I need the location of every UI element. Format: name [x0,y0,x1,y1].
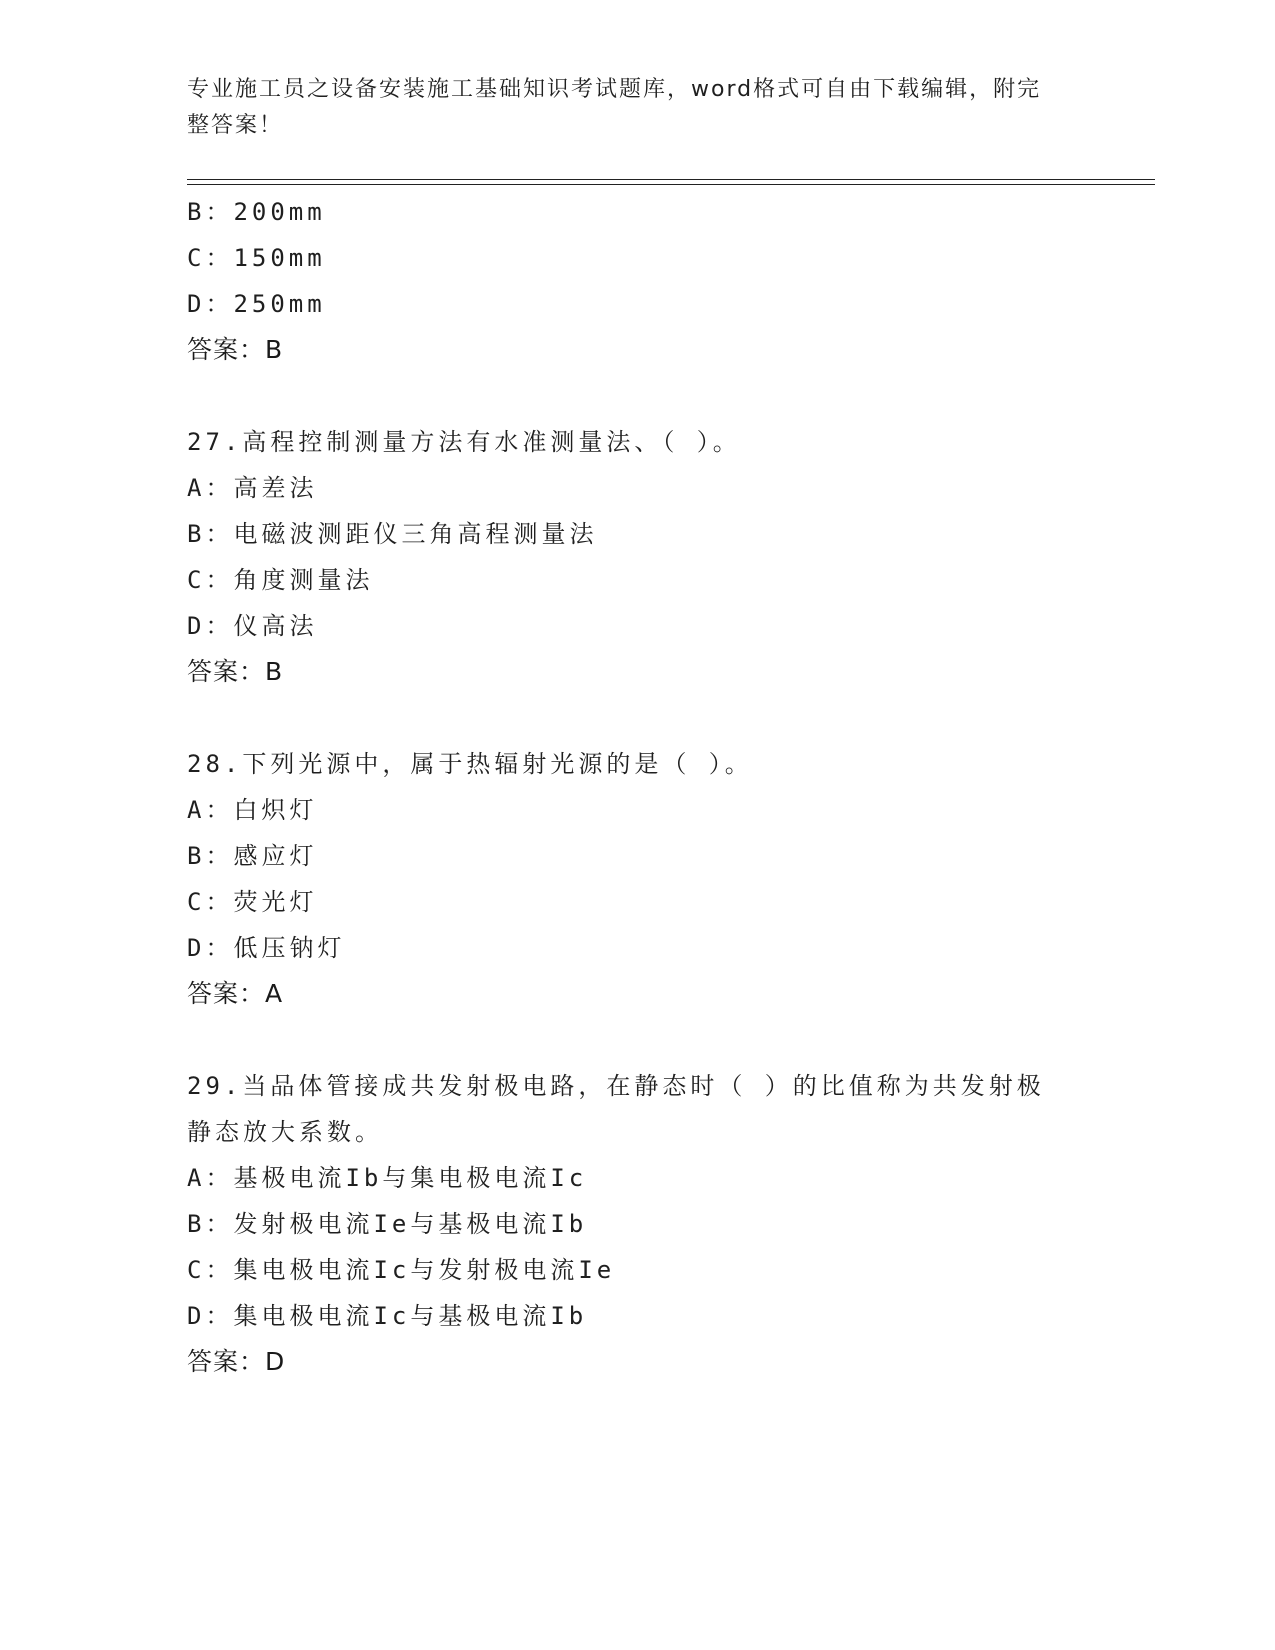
question-spacer [187,695,1137,741]
header-title-line-1: 专业施工员之设备安装施工基础知识考试题库，word格式可自由下载编辑，附完 [187,77,1042,102]
question-26-continued [187,189,1137,373]
question-spacer [187,373,1137,419]
option-c: C：150mm [187,244,326,272]
option-b: B：电磁波测距仪三角高程测量法 [187,520,598,548]
header-divider-bottom [187,184,1155,185]
answer-line: 答案：A [187,979,284,1008]
document-header [187,72,1087,144]
option-a: A：白炽灯 [187,796,318,824]
answer-line: 答案：B [187,657,284,686]
option-a: A：高差法 [187,474,318,502]
option-d: D：集电极电流Ic与基极电流Ib [187,1302,588,1330]
option-d: D：仪高法 [187,612,318,640]
option-a: A：基极电流Ib与集电极电流Ic [187,1164,588,1192]
question-list [187,189,1137,1385]
option-c: C：集电极电流Ic与发射极电流Ie [187,1256,616,1284]
question-29 [187,1063,1137,1385]
question-stem: 28.下列光源中，属于热辐射光源的是（ ）。 [187,750,753,778]
question-stem: 27.高程控制测量方法有水准测量法、（ ）。 [187,428,741,456]
option-b: B：200mm [187,198,326,226]
header-divider-top [187,179,1155,180]
question-stem-line-1: 29.当品体管接成共发射极电路，在静态时（ ）的比值称为共发射极 [187,1072,1045,1100]
question-stem-line-2: 静态放大系数。 [187,1118,383,1146]
option-b: B：发射极电流Ie与基极电流Ib [187,1210,588,1238]
option-c: C：荧光灯 [187,888,318,916]
option-d: D：低压钠灯 [187,934,346,962]
option-d: D：250mm [187,290,326,318]
answer-line: 答案：D [187,1347,286,1376]
option-b: B：感应灯 [187,842,318,870]
question-spacer [187,1017,1137,1063]
option-c: C：角度测量法 [187,566,374,594]
question-27 [187,419,1137,695]
header-title-line-2: 整答案！ [187,113,284,138]
question-28 [187,741,1137,1017]
answer-line: 答案：B [187,335,284,364]
